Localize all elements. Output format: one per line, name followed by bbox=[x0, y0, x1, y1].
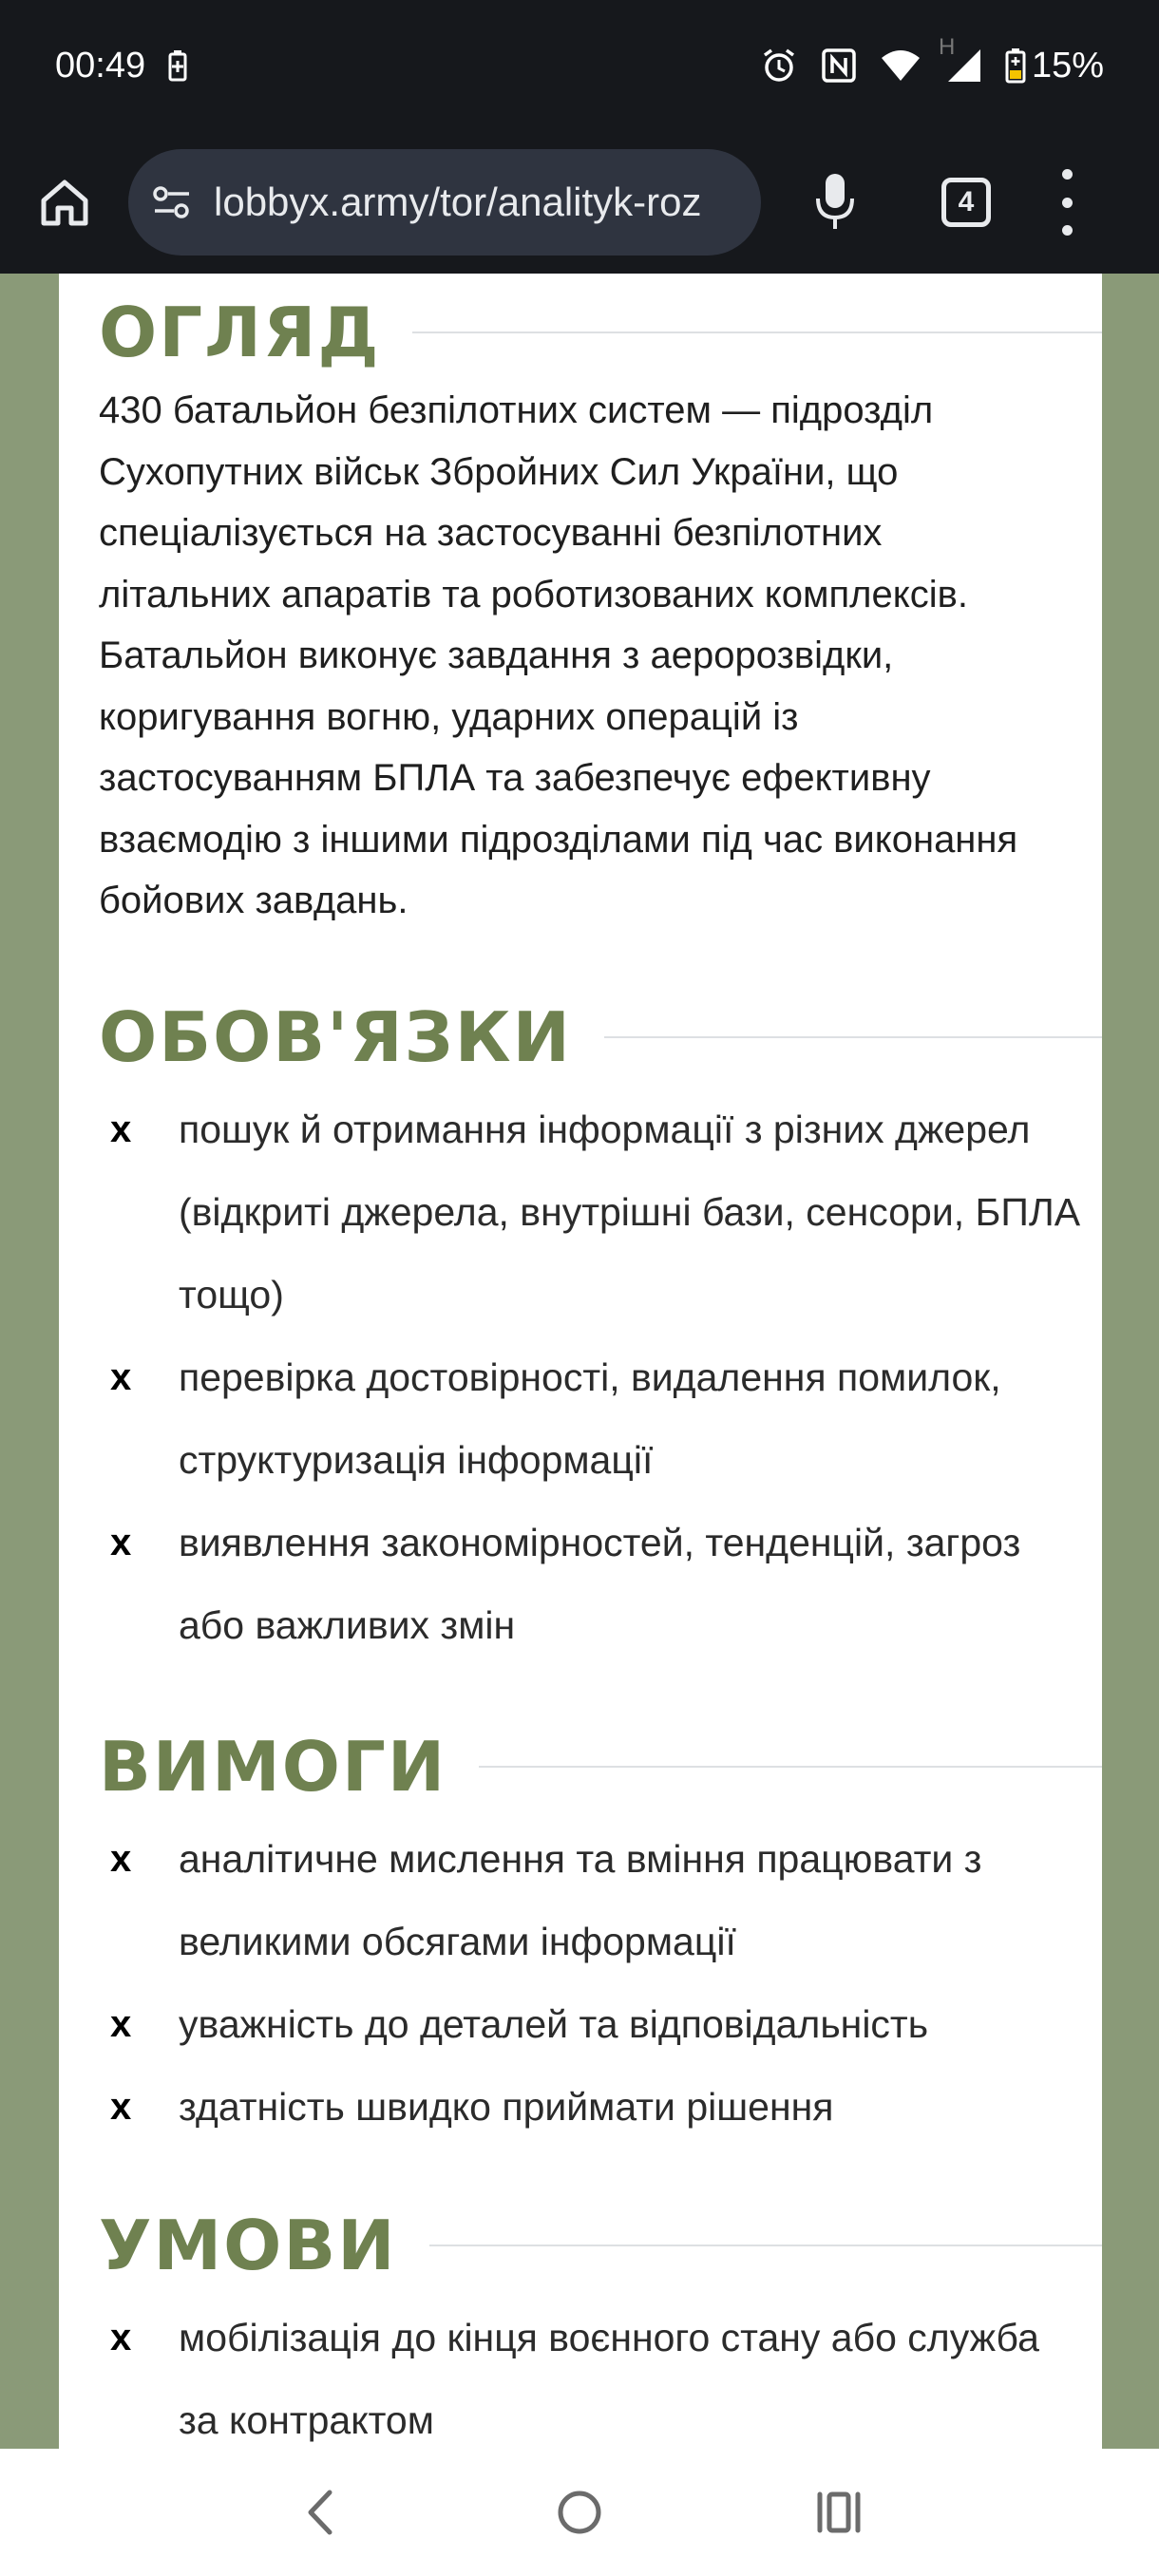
list-item bbox=[99, 1089, 1102, 1336]
duties-section bbox=[99, 997, 1102, 1667]
recents-icon bbox=[815, 2491, 863, 2534]
list-item-text: виявлення закономірностей, тенденцій, загроз або важливих змін bbox=[179, 1521, 1021, 1647]
list-item-text: аналітичне мислення та вміння працювати з великими обсягами інформації bbox=[179, 1837, 982, 1963]
list-item-text: пошук й отримання інформації з різних джерел (відкриті джерела, внутрішні бази, сенсори, БПЛА тощо) bbox=[179, 1108, 1081, 1316]
duties-list bbox=[99, 1089, 1102, 1667]
home-icon bbox=[38, 176, 91, 229]
list-item bbox=[99, 1502, 1102, 1667]
list-item-text: мобілізація до кінця воєнного стану або служба за контрактом bbox=[179, 2316, 1039, 2442]
more-vert-icon bbox=[1062, 169, 1073, 180]
requirements-section bbox=[99, 1727, 1102, 2149]
url-text[interactable]: lobbyx.army/tor/analityk-roz bbox=[214, 180, 702, 224]
home-nav-button[interactable] bbox=[542, 2474, 618, 2550]
divider bbox=[604, 1036, 1102, 1038]
list-item bbox=[99, 1983, 1102, 2066]
battery-saver-icon bbox=[168, 49, 187, 82]
home-circle-icon bbox=[556, 2489, 603, 2536]
bullet-x: x bbox=[110, 1108, 132, 1150]
back-button[interactable] bbox=[282, 2474, 358, 2550]
web-page bbox=[0, 274, 1159, 2449]
section-title-conditions: УМОВИ bbox=[99, 2206, 397, 2285]
overview-text: 430 батальйон безпілотних систем — підрозділ Сухопутних військ Збройних Сил України, що спеціалізується на застосуванні безпілотних літальних апаратів та роботизованих комплексів. Батальйон виконує завдання з аеророзвідки, коригування вогню, ударних операцій із застосуванням БПЛА та забезпечує ефективну взаємодію з іншими підрозділами під час виконання бойових завдань. bbox=[99, 389, 1018, 921]
section-header bbox=[99, 1727, 1102, 1807]
conditions-list bbox=[99, 2297, 1102, 2449]
section-header bbox=[99, 293, 1102, 372]
bullet-x: x bbox=[110, 2086, 132, 2128]
system-nav-bar bbox=[0, 2449, 1159, 2576]
section-header bbox=[99, 2206, 1102, 2285]
cell-signal-icon bbox=[938, 34, 982, 84]
recents-button[interactable] bbox=[801, 2474, 877, 2550]
list-item-text: перевірка достовірності, видалення помилок, структуризація інформації bbox=[179, 1355, 1001, 1482]
list-item bbox=[99, 1336, 1102, 1502]
status-bar bbox=[0, 0, 1159, 131]
browser-toolbar bbox=[0, 131, 1159, 274]
clock: 00:49 bbox=[55, 45, 146, 85]
menu-dot bbox=[1062, 198, 1073, 208]
nfc-icon bbox=[821, 47, 857, 84]
more-menu-button[interactable] bbox=[1057, 169, 1076, 236]
voice-search-button[interactable] bbox=[808, 169, 862, 236]
divider bbox=[412, 331, 1102, 333]
bullet-x: x bbox=[110, 1522, 132, 1563]
requirements-list bbox=[99, 1818, 1102, 2149]
mic-icon bbox=[814, 172, 856, 233]
battery-percent: 15% bbox=[1031, 45, 1104, 85]
list-item-text: уважність до деталей та відповідальність bbox=[179, 2002, 929, 2046]
section-title-requirements: ВИМОГИ bbox=[99, 1727, 447, 1807]
conditions-section bbox=[99, 2206, 1102, 2449]
bullet-x: x bbox=[110, 2003, 132, 2045]
bullet-x: x bbox=[110, 1838, 132, 1880]
divider bbox=[479, 1766, 1102, 1768]
bullet-x: x bbox=[110, 2317, 132, 2358]
divider bbox=[429, 2245, 1102, 2246]
section-title-overview: ОГЛЯД bbox=[99, 293, 381, 372]
battery-icon bbox=[1005, 47, 1026, 84]
home-button[interactable] bbox=[36, 174, 93, 231]
tab-switcher-button[interactable]: 4 bbox=[941, 178, 991, 227]
wifi-icon bbox=[880, 48, 922, 83]
bullet-x: x bbox=[110, 1356, 132, 1398]
list-item bbox=[99, 2066, 1102, 2149]
menu-dot bbox=[1062, 225, 1073, 236]
status-left bbox=[55, 46, 187, 86]
section-header bbox=[99, 997, 1102, 1077]
overview-section bbox=[99, 293, 1102, 932]
network-type-label: H bbox=[938, 34, 956, 60]
vacancy-card bbox=[59, 274, 1102, 2449]
list-item-text: здатність швидко приймати рішення bbox=[179, 2085, 834, 2129]
back-icon bbox=[301, 2489, 339, 2536]
list-item bbox=[99, 2297, 1102, 2449]
list-item bbox=[99, 1818, 1102, 1983]
status-right bbox=[760, 34, 1104, 86]
tune-icon[interactable] bbox=[151, 183, 193, 221]
alarm-icon bbox=[760, 47, 798, 85]
url-bar[interactable] bbox=[128, 149, 761, 256]
section-title-duties: ОБОВ'ЯЗКИ bbox=[99, 997, 572, 1077]
